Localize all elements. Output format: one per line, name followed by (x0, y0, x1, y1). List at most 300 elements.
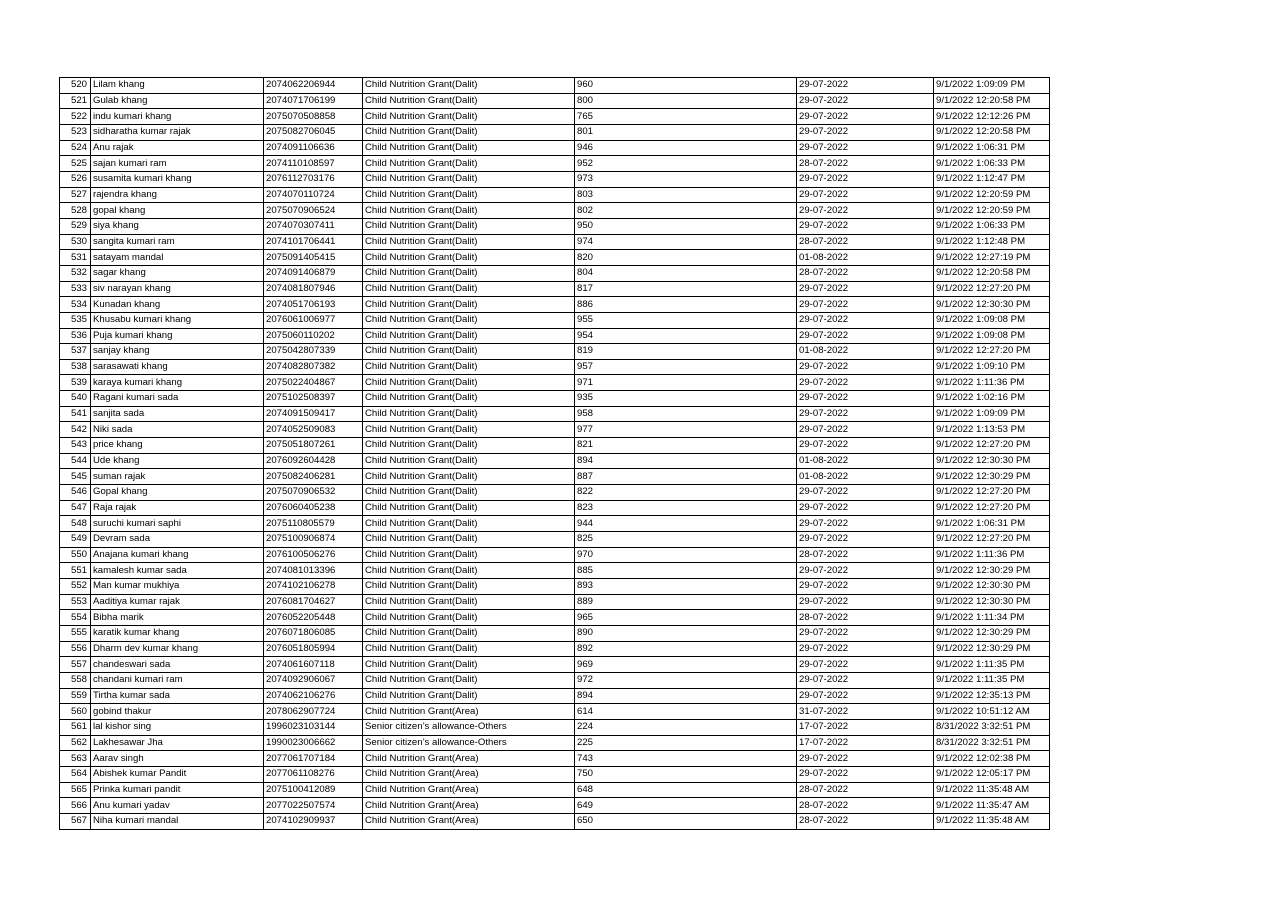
amount-cell: 965 (575, 610, 797, 626)
beneficiary-id-cell: 2076112703176 (264, 171, 363, 187)
grant-scheme-cell: Child Nutrition Grant(Dalit) (363, 579, 575, 595)
beneficiary-id-cell: 2075100412089 (264, 782, 363, 798)
beneficiary-name-cell: sangita kumari ram (91, 234, 264, 250)
grant-scheme-cell: Child Nutrition Grant(Dalit) (363, 625, 575, 641)
grant-scheme-cell: Child Nutrition Grant(Dalit) (363, 218, 575, 234)
serial-number-cell: 560 (60, 704, 91, 720)
table-row (60, 218, 1050, 234)
amount-cell: 960 (575, 78, 797, 94)
table-row (60, 547, 1050, 563)
beneficiary-name-cell: Ragani kumari sada (91, 391, 264, 407)
grant-scheme-cell: Child Nutrition Grant(Dalit) (363, 500, 575, 516)
serial-number-cell: 564 (60, 766, 91, 782)
serial-number-cell: 554 (60, 610, 91, 626)
timestamp-cell: 9/1/2022 12:20:59 PM (934, 187, 1050, 203)
table-row (60, 156, 1050, 172)
amount-cell: 958 (575, 406, 797, 422)
serial-number-cell: 555 (60, 625, 91, 641)
grant-scheme-cell: Child Nutrition Grant(Dalit) (363, 281, 575, 297)
table-row (60, 563, 1050, 579)
timestamp-cell: 9/1/2022 12:20:58 PM (934, 124, 1050, 140)
grant-scheme-cell: Child Nutrition Grant(Dalit) (363, 657, 575, 673)
beneficiary-name-cell: price khang (91, 438, 264, 454)
grant-scheme-cell: Child Nutrition Grant(Dalit) (363, 124, 575, 140)
date-cell: 29-07-2022 (797, 328, 934, 344)
beneficiary-id-cell: 2074070110724 (264, 187, 363, 203)
timestamp-cell: 9/1/2022 11:35:48 AM (934, 782, 1050, 798)
date-cell: 29-07-2022 (797, 359, 934, 375)
beneficiary-name-cell: Niki sada (91, 422, 264, 438)
serial-number-cell: 530 (60, 234, 91, 250)
amount-cell: 885 (575, 563, 797, 579)
beneficiary-id-cell: 2076060405238 (264, 500, 363, 516)
grant-scheme-cell: Child Nutrition Grant(Dalit) (363, 359, 575, 375)
serial-number-cell: 548 (60, 516, 91, 532)
date-cell: 29-07-2022 (797, 672, 934, 688)
beneficiary-name-cell: satayam mandal (91, 250, 264, 266)
table-row (60, 469, 1050, 485)
serial-number-cell: 558 (60, 672, 91, 688)
beneficiary-name-cell: Ude khang (91, 453, 264, 469)
beneficiary-name-cell: lal kishor sing (91, 719, 264, 735)
table-row (60, 594, 1050, 610)
table-row (60, 422, 1050, 438)
date-cell: 29-07-2022 (797, 171, 934, 187)
date-cell: 29-07-2022 (797, 485, 934, 501)
serial-number-cell: 551 (60, 563, 91, 579)
beneficiary-name-cell: Man kumar mukhiya (91, 579, 264, 595)
grant-scheme-cell: Child Nutrition Grant(Area) (363, 766, 575, 782)
amount-cell: 765 (575, 109, 797, 125)
serial-number-cell: 552 (60, 579, 91, 595)
timestamp-cell: 9/1/2022 1:12:47 PM (934, 171, 1050, 187)
timestamp-cell: 9/1/2022 12:30:30 PM (934, 594, 1050, 610)
amount-cell: 614 (575, 704, 797, 720)
amount-cell: 225 (575, 735, 797, 751)
table-row (60, 406, 1050, 422)
beneficiary-name-cell: siv narayan khang (91, 281, 264, 297)
serial-number-cell: 522 (60, 109, 91, 125)
beneficiary-name-cell: sagar khang (91, 265, 264, 281)
date-cell: 29-07-2022 (797, 124, 934, 140)
date-cell: 01-08-2022 (797, 469, 934, 485)
table-row (60, 579, 1050, 595)
amount-cell: 825 (575, 532, 797, 548)
beneficiary-id-cell: 2076071806085 (264, 625, 363, 641)
date-cell: 29-07-2022 (797, 594, 934, 610)
amount-cell: 819 (575, 344, 797, 360)
table-row (60, 93, 1050, 109)
beneficiary-id-cell: 2077061108276 (264, 766, 363, 782)
timestamp-cell: 9/1/2022 12:35:13 PM (934, 688, 1050, 704)
timestamp-cell: 9/1/2022 1:06:33 PM (934, 156, 1050, 172)
serial-number-cell: 563 (60, 751, 91, 767)
date-cell: 29-07-2022 (797, 688, 934, 704)
grant-scheme-cell: Child Nutrition Grant(Dalit) (363, 485, 575, 501)
amount-cell: 970 (575, 547, 797, 563)
table-row (60, 657, 1050, 673)
table-row (60, 453, 1050, 469)
beneficiary-id-cell: 2076051805994 (264, 641, 363, 657)
table-row (60, 312, 1050, 328)
table-row (60, 78, 1050, 94)
amount-cell: 952 (575, 156, 797, 172)
grant-scheme-cell: Child Nutrition Grant(Dalit) (363, 469, 575, 485)
amount-cell: 800 (575, 93, 797, 109)
table-row (60, 798, 1050, 814)
serial-number-cell: 536 (60, 328, 91, 344)
beneficiary-id-cell: 2074062106276 (264, 688, 363, 704)
date-cell: 29-07-2022 (797, 438, 934, 454)
beneficiary-name-cell: suman rajak (91, 469, 264, 485)
timestamp-cell: 9/1/2022 12:27:20 PM (934, 500, 1050, 516)
beneficiary-name-cell: chandani kumari ram (91, 672, 264, 688)
beneficiary-id-cell: 2075022404867 (264, 375, 363, 391)
beneficiary-name-cell: Anajana kumari khang (91, 547, 264, 563)
table-row (60, 438, 1050, 454)
serial-number-cell: 525 (60, 156, 91, 172)
timestamp-cell: 9/1/2022 1:09:08 PM (934, 328, 1050, 344)
amount-cell: 743 (575, 751, 797, 767)
timestamp-cell: 9/1/2022 1:02:16 PM (934, 391, 1050, 407)
serial-number-cell: 550 (60, 547, 91, 563)
grant-scheme-cell: Child Nutrition Grant(Dalit) (363, 234, 575, 250)
timestamp-cell: 9/1/2022 12:30:30 PM (934, 453, 1050, 469)
records-table (59, 77, 1050, 830)
beneficiary-name-cell: sidharatha kumar rajak (91, 124, 264, 140)
date-cell: 29-07-2022 (797, 532, 934, 548)
table-row (60, 375, 1050, 391)
date-cell: 29-07-2022 (797, 109, 934, 125)
grant-scheme-cell: Child Nutrition Grant(Dalit) (363, 516, 575, 532)
date-cell: 28-07-2022 (797, 798, 934, 814)
serial-number-cell: 538 (60, 359, 91, 375)
amount-cell: 801 (575, 124, 797, 140)
amount-cell: 817 (575, 281, 797, 297)
amount-cell: 886 (575, 297, 797, 313)
date-cell: 29-07-2022 (797, 281, 934, 297)
grant-scheme-cell: Child Nutrition Grant(Dalit) (363, 297, 575, 313)
beneficiary-name-cell: suruchi kumari saphi (91, 516, 264, 532)
beneficiary-name-cell: gobind thakur (91, 704, 264, 720)
grant-scheme-cell: Child Nutrition Grant(Dalit) (363, 171, 575, 187)
beneficiary-id-cell: 2074061607118 (264, 657, 363, 673)
beneficiary-id-cell: 2075060110202 (264, 328, 363, 344)
amount-cell: 224 (575, 719, 797, 735)
beneficiary-id-cell: 2075100906874 (264, 532, 363, 548)
amount-cell: 977 (575, 422, 797, 438)
amount-cell: 889 (575, 594, 797, 610)
grant-scheme-cell: Child Nutrition Grant(Dalit) (363, 453, 575, 469)
beneficiary-id-cell: 2077022507574 (264, 798, 363, 814)
grant-scheme-cell: Child Nutrition Grant(Dalit) (363, 328, 575, 344)
date-cell: 28-07-2022 (797, 265, 934, 281)
date-cell: 31-07-2022 (797, 704, 934, 720)
date-cell: 29-07-2022 (797, 187, 934, 203)
serial-number-cell: 545 (60, 469, 91, 485)
table-row (60, 234, 1050, 250)
amount-cell: 972 (575, 672, 797, 688)
grant-scheme-cell: Child Nutrition Grant(Dalit) (363, 344, 575, 360)
beneficiary-id-cell: 2074070307411 (264, 218, 363, 234)
timestamp-cell: 9/1/2022 1:09:09 PM (934, 406, 1050, 422)
serial-number-cell: 526 (60, 171, 91, 187)
grant-scheme-cell: Child Nutrition Grant(Area) (363, 704, 575, 720)
beneficiary-id-cell: 2075070508858 (264, 109, 363, 125)
beneficiary-name-cell: Bibha marik (91, 610, 264, 626)
date-cell: 29-07-2022 (797, 203, 934, 219)
grant-scheme-cell: Child Nutrition Grant(Area) (363, 813, 575, 829)
table-row (60, 203, 1050, 219)
grant-scheme-cell: Child Nutrition Grant(Dalit) (363, 594, 575, 610)
beneficiary-name-cell: Prinka kumari pandit (91, 782, 264, 798)
beneficiary-name-cell: Raja rajak (91, 500, 264, 516)
amount-cell: 957 (575, 359, 797, 375)
serial-number-cell: 557 (60, 657, 91, 673)
beneficiary-id-cell: 2076061006977 (264, 312, 363, 328)
grant-scheme-cell: Senior citizen’s allowance-Others (363, 735, 575, 751)
grant-scheme-cell: Child Nutrition Grant(Dalit) (363, 109, 575, 125)
serial-number-cell: 531 (60, 250, 91, 266)
table-row (60, 735, 1050, 751)
date-cell: 29-07-2022 (797, 140, 934, 156)
table-row (60, 782, 1050, 798)
table-row (60, 485, 1050, 501)
grant-scheme-cell: Child Nutrition Grant(Dalit) (363, 672, 575, 688)
amount-cell: 820 (575, 250, 797, 266)
serial-number-cell: 553 (60, 594, 91, 610)
date-cell: 29-07-2022 (797, 625, 934, 641)
timestamp-cell: 9/1/2022 1:11:35 PM (934, 672, 1050, 688)
table-row (60, 532, 1050, 548)
beneficiary-id-cell: 2074091509417 (264, 406, 363, 422)
grant-scheme-cell: Child Nutrition Grant(Dalit) (363, 406, 575, 422)
grant-scheme-cell: Child Nutrition Grant(Dalit) (363, 250, 575, 266)
date-cell: 29-07-2022 (797, 751, 934, 767)
table-row (60, 391, 1050, 407)
amount-cell: 648 (575, 782, 797, 798)
serial-number-cell: 524 (60, 140, 91, 156)
timestamp-cell: 9/1/2022 12:30:29 PM (934, 469, 1050, 485)
date-cell: 29-07-2022 (797, 563, 934, 579)
serial-number-cell: 540 (60, 391, 91, 407)
beneficiary-name-cell: sanjita sada (91, 406, 264, 422)
date-cell: 29-07-2022 (797, 375, 934, 391)
beneficiary-id-cell: 2075042807339 (264, 344, 363, 360)
date-cell: 29-07-2022 (797, 641, 934, 657)
beneficiary-id-cell: 2074091106636 (264, 140, 363, 156)
grant-scheme-cell: Child Nutrition Grant(Dalit) (363, 391, 575, 407)
serial-number-cell: 529 (60, 218, 91, 234)
grant-scheme-cell: Child Nutrition Grant(Area) (363, 751, 575, 767)
grant-scheme-cell: Child Nutrition Grant(Dalit) (363, 610, 575, 626)
beneficiary-id-cell: 2074081807946 (264, 281, 363, 297)
timestamp-cell: 9/1/2022 12:27:20 PM (934, 438, 1050, 454)
date-cell: 29-07-2022 (797, 516, 934, 532)
amount-cell: 955 (575, 312, 797, 328)
timestamp-cell: 9/1/2022 12:05:17 PM (934, 766, 1050, 782)
grant-scheme-cell: Child Nutrition Grant(Dalit) (363, 93, 575, 109)
table-row (60, 187, 1050, 203)
timestamp-cell: 9/1/2022 12:27:20 PM (934, 281, 1050, 297)
timestamp-cell: 9/1/2022 12:30:29 PM (934, 641, 1050, 657)
grant-scheme-cell: Child Nutrition Grant(Dalit) (363, 641, 575, 657)
serial-number-cell: 547 (60, 500, 91, 516)
amount-cell: 649 (575, 798, 797, 814)
table-row (60, 688, 1050, 704)
date-cell: 29-07-2022 (797, 406, 934, 422)
beneficiary-id-cell: 2074071706199 (264, 93, 363, 109)
timestamp-cell: 9/1/2022 12:30:29 PM (934, 563, 1050, 579)
records-table-body (60, 78, 1050, 830)
beneficiary-name-cell: indu kumari khang (91, 109, 264, 125)
timestamp-cell: 9/1/2022 12:20:58 PM (934, 265, 1050, 281)
date-cell: 29-07-2022 (797, 500, 934, 516)
timestamp-cell: 8/31/2022 3:32:51 PM (934, 735, 1050, 751)
beneficiary-name-cell: sanjay khang (91, 344, 264, 360)
grant-scheme-cell: Child Nutrition Grant(Dalit) (363, 156, 575, 172)
beneficiary-name-cell: Abishek kumar Pandit (91, 766, 264, 782)
amount-cell: 890 (575, 625, 797, 641)
table-row (60, 625, 1050, 641)
date-cell: 28-07-2022 (797, 813, 934, 829)
table-row (60, 171, 1050, 187)
timestamp-cell: 9/1/2022 12:02:38 PM (934, 751, 1050, 767)
timestamp-cell: 9/1/2022 12:20:59 PM (934, 203, 1050, 219)
date-cell: 29-07-2022 (797, 93, 934, 109)
date-cell: 01-08-2022 (797, 453, 934, 469)
date-cell: 29-07-2022 (797, 422, 934, 438)
timestamp-cell: 9/1/2022 10:51:12 AM (934, 704, 1050, 720)
timestamp-cell: 9/1/2022 1:11:35 PM (934, 657, 1050, 673)
amount-cell: 802 (575, 203, 797, 219)
beneficiary-id-cell: 2074051706193 (264, 297, 363, 313)
table-row (60, 672, 1050, 688)
timestamp-cell: 9/1/2022 12:27:20 PM (934, 344, 1050, 360)
date-cell: 28-07-2022 (797, 156, 934, 172)
timestamp-cell: 9/1/2022 12:20:58 PM (934, 93, 1050, 109)
beneficiary-name-cell: susamita kumari khang (91, 171, 264, 187)
amount-cell: 892 (575, 641, 797, 657)
serial-number-cell: 523 (60, 124, 91, 140)
beneficiary-id-cell: 2075070906524 (264, 203, 363, 219)
grant-scheme-cell: Child Nutrition Grant(Dalit) (363, 375, 575, 391)
beneficiary-id-cell: 2078062907724 (264, 704, 363, 720)
timestamp-cell: 9/1/2022 12:27:20 PM (934, 485, 1050, 501)
beneficiary-name-cell: Anu rajak (91, 140, 264, 156)
date-cell: 28-07-2022 (797, 610, 934, 626)
date-cell: 29-07-2022 (797, 297, 934, 313)
serial-number-cell: 543 (60, 438, 91, 454)
timestamp-cell: 8/31/2022 3:32:51 PM (934, 719, 1050, 735)
grant-scheme-cell: Child Nutrition Grant(Dalit) (363, 140, 575, 156)
table-row (60, 297, 1050, 313)
timestamp-cell: 9/1/2022 1:11:34 PM (934, 610, 1050, 626)
date-cell: 29-07-2022 (797, 312, 934, 328)
table-row (60, 265, 1050, 281)
beneficiary-id-cell: 2074101706441 (264, 234, 363, 250)
table-row (60, 704, 1050, 720)
beneficiary-id-cell: 2074082807382 (264, 359, 363, 375)
timestamp-cell: 9/1/2022 1:06:31 PM (934, 516, 1050, 532)
table-row (60, 766, 1050, 782)
date-cell: 01-08-2022 (797, 344, 934, 360)
table-row (60, 328, 1050, 344)
beneficiary-name-cell: kamalesh kumar sada (91, 563, 264, 579)
beneficiary-id-cell: 2075091405415 (264, 250, 363, 266)
timestamp-cell: 9/1/2022 1:09:10 PM (934, 359, 1050, 375)
amount-cell: 935 (575, 391, 797, 407)
amount-cell: 946 (575, 140, 797, 156)
serial-number-cell: 544 (60, 453, 91, 469)
table-row (60, 813, 1050, 829)
grant-scheme-cell: Child Nutrition Grant(Area) (363, 782, 575, 798)
table-row (60, 250, 1050, 266)
amount-cell: 821 (575, 438, 797, 454)
table-row (60, 109, 1050, 125)
amount-cell: 894 (575, 688, 797, 704)
date-cell: 28-07-2022 (797, 547, 934, 563)
beneficiary-name-cell: Gulab khang (91, 93, 264, 109)
timestamp-cell: 9/1/2022 12:12:26 PM (934, 109, 1050, 125)
beneficiary-id-cell: 2074052509083 (264, 422, 363, 438)
beneficiary-name-cell: karaya kumari khang (91, 375, 264, 391)
table-row (60, 124, 1050, 140)
grant-scheme-cell: Child Nutrition Grant(Area) (363, 798, 575, 814)
amount-cell: 974 (575, 234, 797, 250)
beneficiary-id-cell: 1990023006662 (264, 735, 363, 751)
serial-number-cell: 542 (60, 422, 91, 438)
serial-number-cell: 535 (60, 312, 91, 328)
beneficiary-name-cell: Dharm dev kumar khang (91, 641, 264, 657)
amount-cell: 894 (575, 453, 797, 469)
amount-cell: 822 (575, 485, 797, 501)
table-row (60, 719, 1050, 735)
serial-number-cell: 556 (60, 641, 91, 657)
grant-scheme-cell: Senior citizen’s allowance-Others (363, 719, 575, 735)
beneficiary-name-cell: Lilam khang (91, 78, 264, 94)
grant-scheme-cell: Child Nutrition Grant(Dalit) (363, 265, 575, 281)
grant-scheme-cell: Child Nutrition Grant(Dalit) (363, 78, 575, 94)
beneficiary-name-cell: Khusabu kumari khang (91, 312, 264, 328)
beneficiary-id-cell: 2075070906532 (264, 485, 363, 501)
date-cell: 28-07-2022 (797, 234, 934, 250)
serial-number-cell: 520 (60, 78, 91, 94)
beneficiary-id-cell: 2076100506276 (264, 547, 363, 563)
beneficiary-id-cell: 1996023103144 (264, 719, 363, 735)
grant-scheme-cell: Child Nutrition Grant(Dalit) (363, 688, 575, 704)
table-row (60, 610, 1050, 626)
grant-scheme-cell: Child Nutrition Grant(Dalit) (363, 563, 575, 579)
beneficiary-name-cell: sajan kumari ram (91, 156, 264, 172)
timestamp-cell: 9/1/2022 12:30:30 PM (934, 297, 1050, 313)
beneficiary-name-cell: Aaditiya kumar rajak (91, 594, 264, 610)
serial-number-cell: 533 (60, 281, 91, 297)
beneficiary-name-cell: chandeswari sada (91, 657, 264, 673)
beneficiary-id-cell: 2074102106278 (264, 579, 363, 595)
timestamp-cell: 9/1/2022 1:11:36 PM (934, 375, 1050, 391)
timestamp-cell: 9/1/2022 1:06:31 PM (934, 140, 1050, 156)
beneficiary-id-cell: 2074110108597 (264, 156, 363, 172)
amount-cell: 969 (575, 657, 797, 673)
serial-number-cell: 567 (60, 813, 91, 829)
amount-cell: 804 (575, 265, 797, 281)
serial-number-cell: 559 (60, 688, 91, 704)
table-row (60, 140, 1050, 156)
date-cell: 17-07-2022 (797, 719, 934, 735)
serial-number-cell: 539 (60, 375, 91, 391)
beneficiary-id-cell: 2076081704627 (264, 594, 363, 610)
